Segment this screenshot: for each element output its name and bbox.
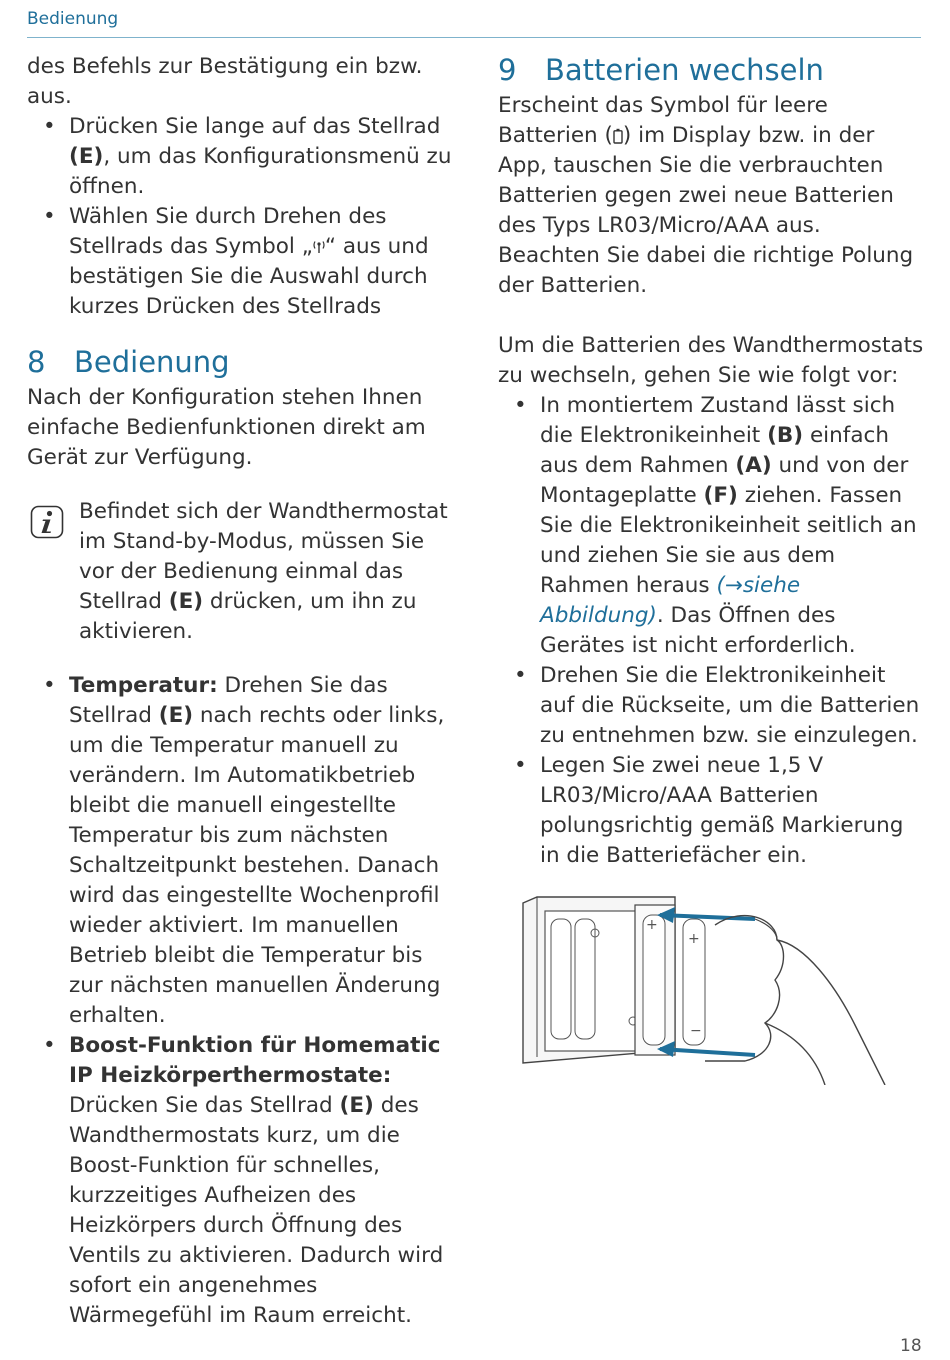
svg-text:+: + [688,931,700,947]
info-note [27,497,455,647]
section-8-heading [27,344,455,380]
list-item: • In montiertem Zustand lässt sich die Elektronikeinheit (B) einfach aus dem Rahmen (A) und von der Montageplatte (F) ziehen. Fassen Sie die Elektronikeinheit seitlich an und ziehen Sie sie aus dem Rahmen heraus (→siehe Abbildung). Das Öffnen des Gerätes ist nicht erforderlich. [498,391,926,661]
list-item: • Drücken Sie lange auf das Stellrad (E), um das Konfigurationsmenü zu öffnen. [27,112,455,202]
note-text: Befindet sich der Wandthermostat im Stand-by-Modus, müssen Sie vor der Bedienung einmal das Stellrad (E) drücken, um ihn zu aktivieren. [79,499,448,644]
section-title: Bedienung [74,345,230,379]
list-item: • Temperatur: Drehen Sie das Stellrad (E) nach rechts oder links, um die Temperatur manuell zu verändern. Im Automatikbetrieb bleibt die manuell eingestellte Temperatur bis zum nächsten Schaltzeitpunkt bestehen. Danach wird das eingestellte Wochenprofil wieder aktiviert. Im manuellen Betrieb bleibt die Temperatur bis zur nächsten manuellen Änderung erhalten. [27,671,455,1031]
procedure-intro: Um die Batterien des Wandthermostats zu wechseln, gehen Sie wie folgt vor: [498,333,924,388]
antenna-icon [313,240,325,254]
svg-text:−: − [690,1023,702,1039]
list-item: • Boost-Funktion für Homematic IP Heizkörperthermostate: Drücken Sie das Stellrad (E) des Wandthermostats kurz, um die Boost-Funktion für schnelles, kurzzeitiges Aufheizen des Heizkörpers durch Öffnung des Ventils zu aktivieren. Dadurch wird sofort ein angenehmes Wärmegefühl im Raum erreicht. [27,1031,455,1331]
section-number: 9 [498,53,517,87]
svg-text:+: + [646,917,658,933]
section-9-intro: Erscheint das Symbol für leere Batterien ( ) im Display bzw. in der App, tauschen Sie die verbrauchten Batterien gegen zwei neue Batterien des Typs LR03/Micro/AAA aus. Beachten Sie dabei die richtige Polung der Batterien. [498,93,914,298]
section-number: 8 [27,345,46,379]
intro-continuation: des Befehls zur Bestätigung ein bzw. aus. [27,54,423,109]
running-header: Bedienung [27,9,119,29]
figure-reference-link[interactable]: (→siehe Abbildung) [540,573,801,628]
list-item: • Wählen Sie durch Drehen des Stellrads das Symbol „ “ aus und bestätigen Sie die Auswahl durch kurzes Drücken des Stellrads [27,202,455,322]
operation-list [27,671,455,1331]
info-icon [30,505,64,539]
list-item: • Legen Sie zwei neue 1,5 V LR03/Micro/AAA Batterien polungsrichtig gemäß Markierung in die Batteriefächer ein. [498,751,926,871]
page-number: 18 [900,1336,922,1356]
section-title: Batterien wechseln [545,53,824,87]
battery-empty-icon [613,128,623,144]
section-9-heading [498,52,926,88]
left-column [27,52,455,1331]
battery-change-illustration [515,885,905,1085]
right-column [498,52,926,871]
section-8-intro: Nach der Konfiguration stehen Ihnen einfache Bedienfunktionen direkt am Gerät zur Verfügung. [27,385,426,470]
header-divider [27,37,921,38]
config-steps-list [27,112,455,322]
list-item: • Drehen Sie die Elektronikeinheit auf die Rückseite, um die Batterien zu entnehmen bzw. sie einzulegen. [498,661,926,751]
battery-steps-list [498,391,926,871]
